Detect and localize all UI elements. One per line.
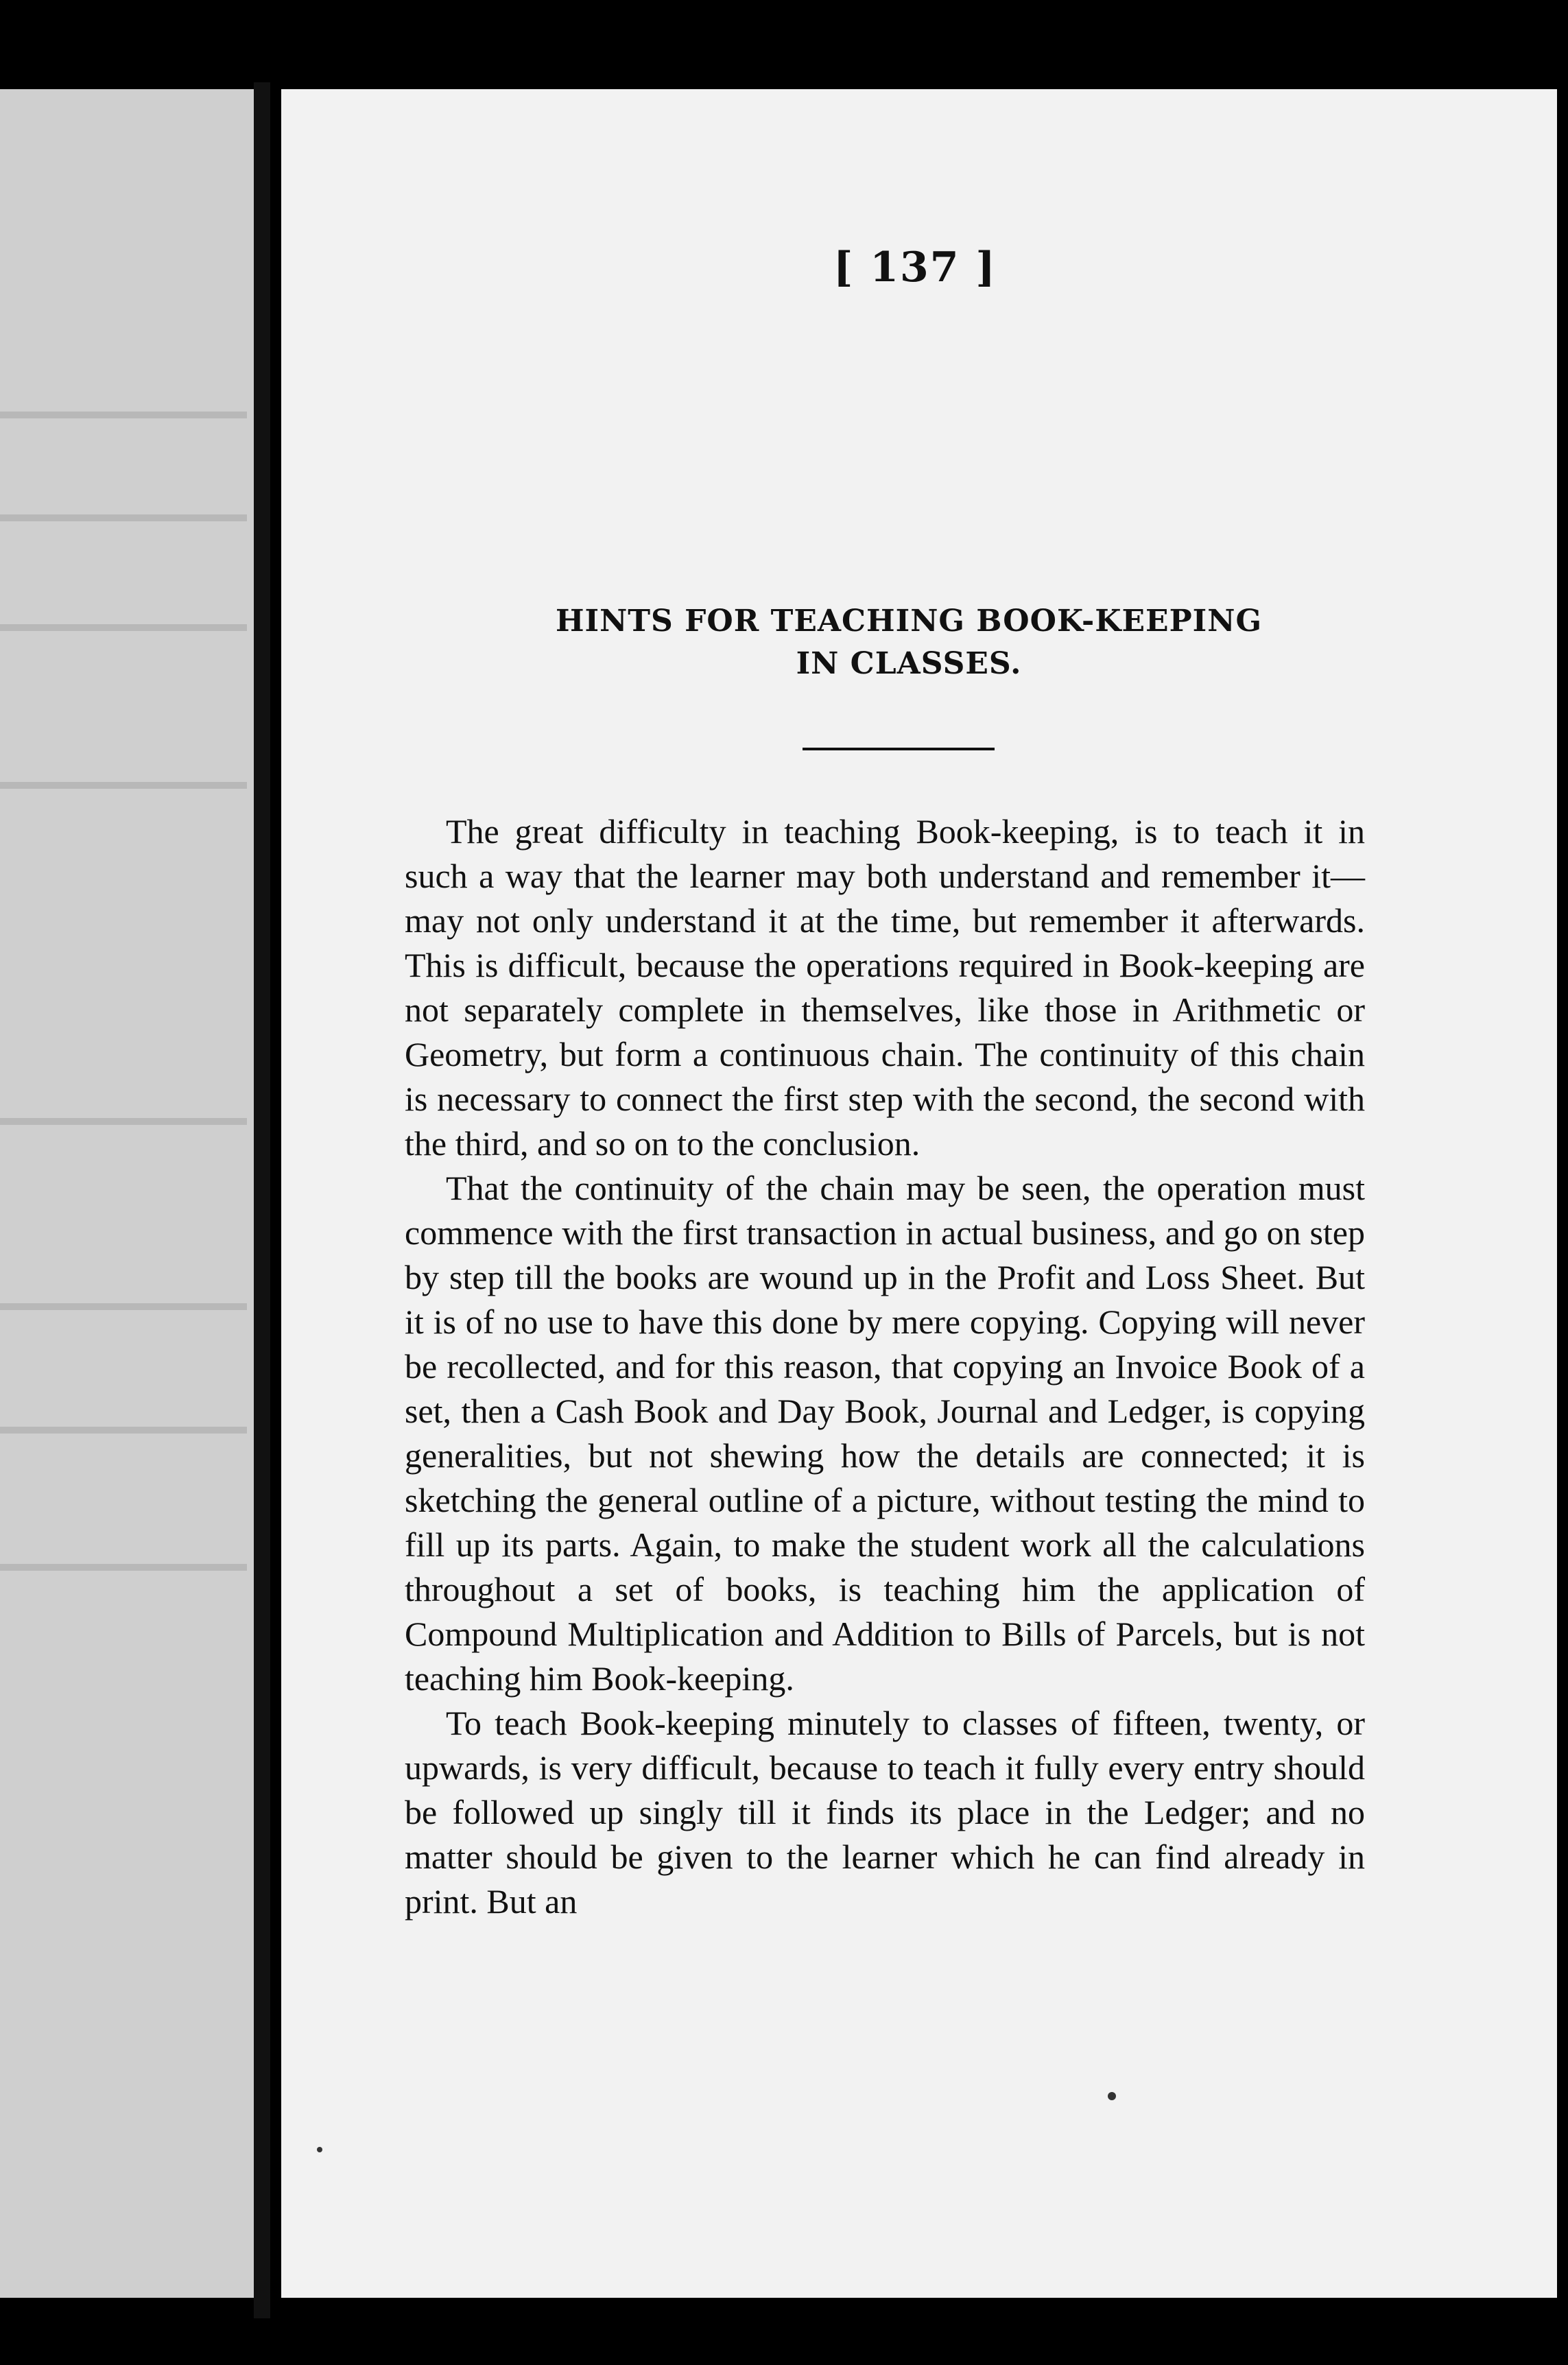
heading-line-1: HINTS FOR TEACHING BOOK-KEEPING — [555, 604, 1263, 639]
show-through-line — [0, 1118, 247, 1125]
paragraph: The great difficulty in teaching Book-keeping, is to teach it in such a way that the learner may both understand and remember it—may not only understand it at the time, but remember it afterwards. This is difficult, because the operations required in Book-keeping are not separately complete in themselves, like those in Arithmetic or Geometry, but form a continuous chain. The continuity of this chain is necessary to connect the first step with the second, the second with the third, and so on to the conclusion. — [405, 812, 1365, 1163]
paragraph: That the continuity of the chain may be seen, the operation must commence with the first transaction in actual business, and go on step by step till the books are wound up in the Profit and Loss Sheet. But it is of no use to have this done by mere copying. Copying will never be recollected, and for this reason, that copying an Invoice Book of a set, then a Cash Book and Day Book, Journal and Ledger, is copying generalities, but not shewing how the details are connected; it is sketching the general outline of a picture, without testing the mind to fill up its parts. Again, to make the student work all the calculations throughout a set of books, is teaching him the application of Compound Multiplication and Addition to Bills of Parcels, but is not teaching him Book-keeping. — [405, 1169, 1365, 1698]
heading-rule — [803, 748, 995, 750]
ink-speck — [317, 2147, 322, 2152]
page-gutter — [254, 82, 270, 2318]
ink-speck — [1108, 2092, 1116, 2100]
show-through-line — [0, 1564, 247, 1571]
show-through-line — [0, 782, 247, 789]
show-through-line — [0, 1303, 247, 1310]
body-text — [405, 809, 1365, 1924]
page-number: [ 137 ] — [833, 243, 997, 292]
facing-page-edge — [0, 89, 261, 2298]
show-through-line — [0, 624, 247, 631]
chapter-heading — [480, 600, 1338, 685]
show-through-line — [0, 514, 247, 521]
heading-line-2: IN CLASSES. — [796, 646, 1022, 681]
show-through-line — [0, 412, 247, 418]
show-through-line — [0, 1427, 247, 1434]
paragraph: To teach Book-keeping minutely to classes of fifteen, twenty, or upwards, is very difficult, because to teach it fully every entry should be followed up singly till it finds its place in the Ledger; and no matter should be given to the learner which he can find already in print. But an — [405, 1704, 1365, 1921]
